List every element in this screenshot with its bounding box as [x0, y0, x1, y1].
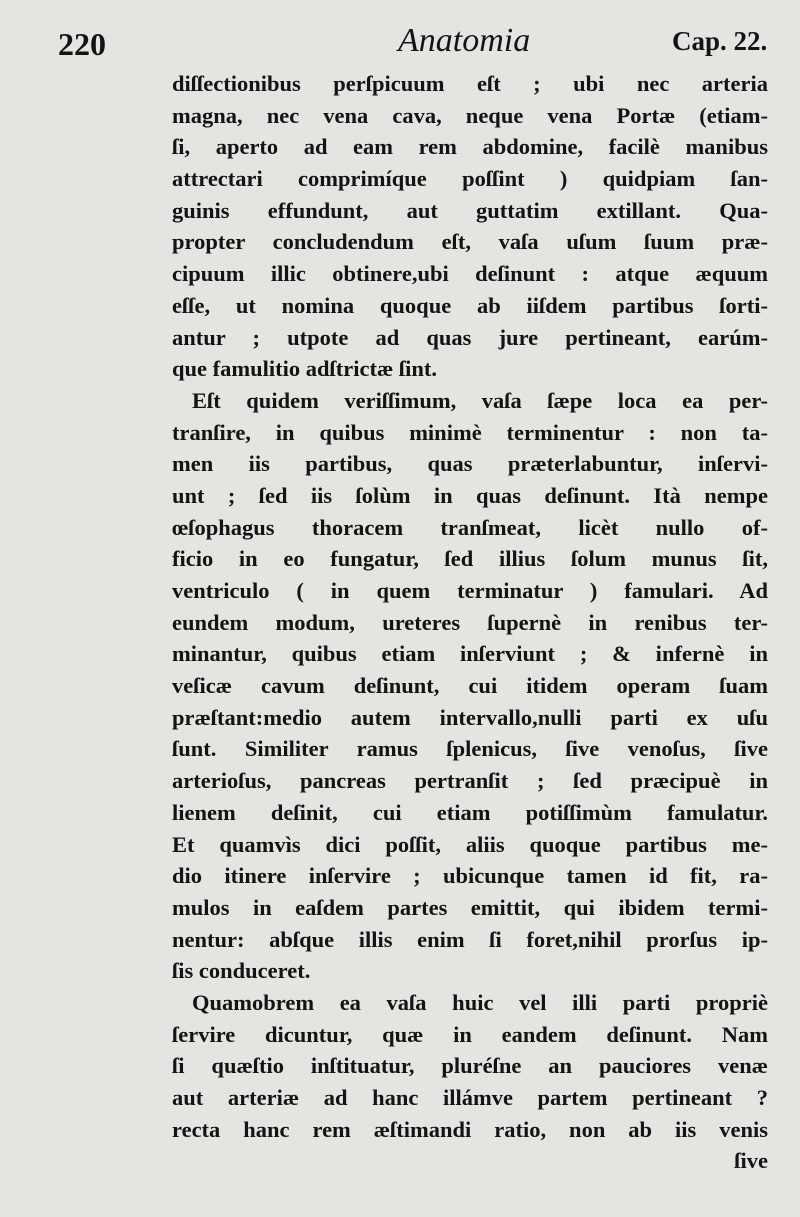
- running-title: Anatomia: [398, 22, 531, 59]
- page-number: 220: [58, 26, 106, 62]
- text-line: aut arteriæ ad hanc illámve partem pertineant ?: [172, 1085, 768, 1110]
- text-line: nentur: abſque illis enim ſi foret,nihil prorſus ip-: [172, 926, 768, 952]
- text-line: œſophagus thoracem tranſmeat, licèt nullo of-: [172, 514, 768, 540]
- text-line: attrectari comprimíque poſſint ) quidpiam ſan-: [172, 166, 768, 192]
- text-line: diſſectionibus perſpicuum eſt ; ubi nec arteria: [172, 71, 768, 96]
- text-line: ficio in eo fungatur, ſed illius ſolum munus ſit,: [172, 546, 768, 572]
- text-line: ſis conduceret.: [172, 958, 311, 984]
- text-line: lienem deſinit, cui etiam potiſſimùm famulatur.: [172, 799, 768, 825]
- text-line: men iis partibus, quas præterlabuntur, inſervi-: [172, 451, 768, 477]
- text-line: unt ; ſed iis ſolùm in quas deſinunt. Ità nempe: [172, 482, 768, 508]
- text-line: Et quamvìs dici poſſit, aliis quoque partibus me-: [172, 831, 768, 857]
- text-line: recta hanc rem æſtimandi ratio, non ab iis venis: [172, 1116, 768, 1142]
- text-line: guinis effundunt, aut guttatim extillant. Qua-: [172, 197, 768, 223]
- text-line: ventriculo ( in quem terminatur ) famulari. Ad: [172, 578, 768, 603]
- text-line: ſive: [734, 1148, 768, 1174]
- text-line: Eſt quidem veriſſimum, vaſa ſæpe loca ea per-: [192, 387, 768, 413]
- text-line: antur ; utpote ad quas jure pertineant, earúm-: [172, 324, 768, 350]
- body-text: [172, 68, 768, 1177]
- text-line: magna, nec vena cava, neque vena Portæ (etiam-: [172, 102, 768, 128]
- text-line: propter concludendum eſt, vaſa uſum ſuum præ-: [172, 229, 768, 255]
- text-line: ſunt. Similiter ramus ſplenicus, ſive venoſus, ſive: [172, 736, 768, 762]
- text-line: præſtant:medio autem intervallo,nulli parti ex uſu: [172, 704, 768, 730]
- text-line: arterioſus, pancreas pertranſit ; ſed præcipuè in: [172, 768, 768, 794]
- text-line: minantur, quibus etiam inſerviunt ; & infernè in: [172, 641, 768, 667]
- text-line: cipuum illic obtinere,ubi deſinunt : atque æquum: [172, 261, 768, 287]
- text-line: tranſire, in quibus minimè terminentur : non ta-: [172, 419, 768, 445]
- page-header: [0, 14, 800, 64]
- text-line: eundem modum, ureteres ſupernè in renibus ter-: [172, 609, 768, 635]
- text-line: mulos in eaſdem partes emittit, qui ibidem termi-: [172, 894, 768, 920]
- chapter-reference: Cap. 22.: [672, 26, 768, 56]
- text-line: Quamobrem ea vaſa huic vel illi parti propriè: [192, 989, 768, 1015]
- text-line: veſicæ cavum deſinunt, cui itidem operam ſuam: [172, 673, 768, 699]
- text-line: que famulitio adſtrictæ ſint.: [172, 356, 437, 382]
- text-line: ſervire dicuntur, quæ in eandem deſinunt. Nam: [172, 1021, 768, 1047]
- text-line: ſi quæſtio inſtituatur, pluréſne an pauciores venæ: [172, 1053, 768, 1079]
- text-line: eſſe, ut nomina quoque ab iiſdem partibus ſorti-: [172, 292, 768, 318]
- text-line: dio itinere inſervire ; ubicunque tamen id fit, ra-: [172, 863, 768, 889]
- text-line: ſi, aperto ad eam rem abdomine, facilè manibus: [172, 134, 768, 160]
